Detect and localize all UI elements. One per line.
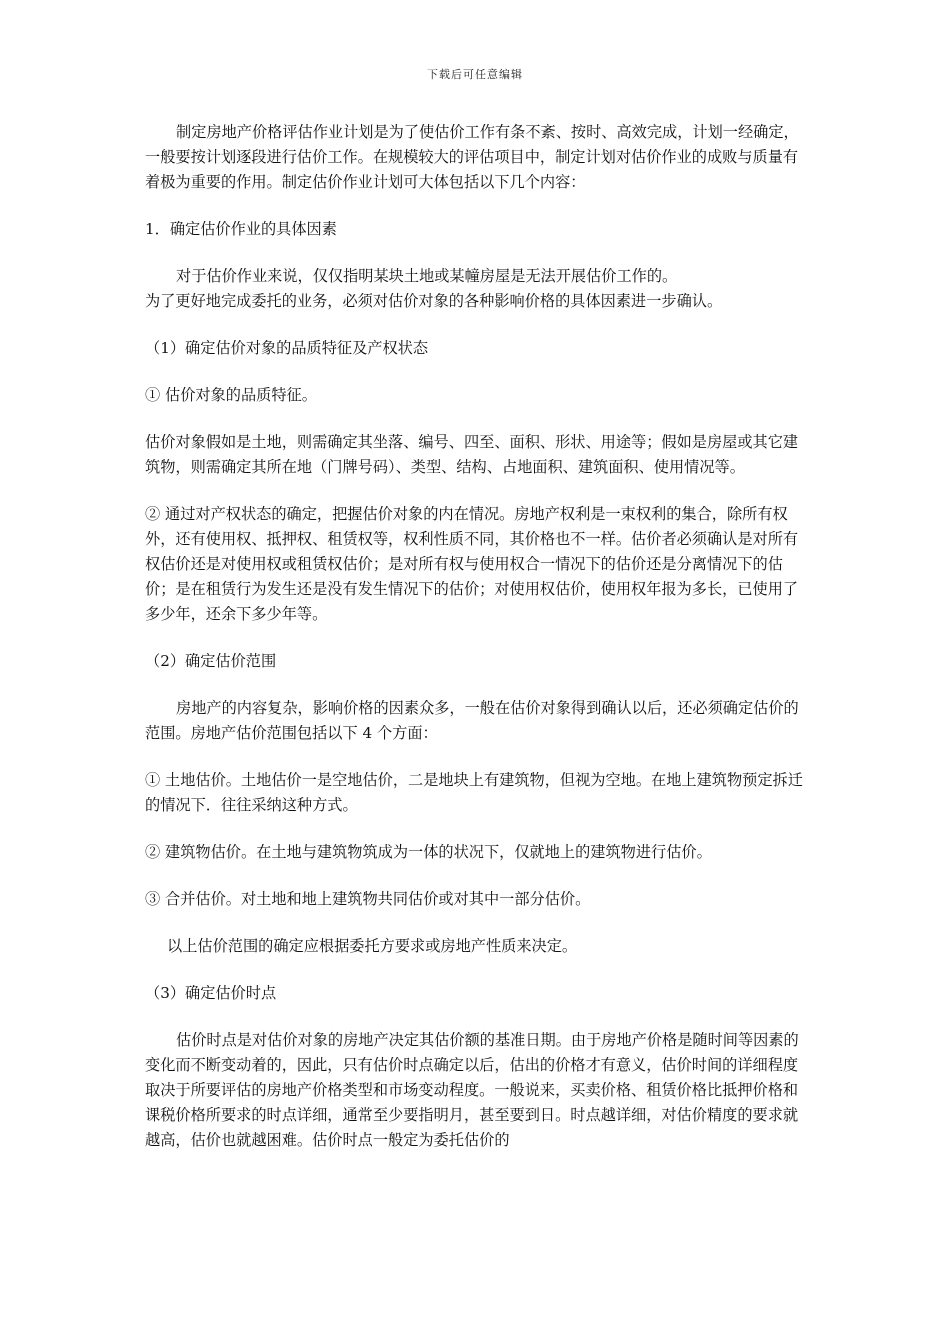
subsection-2-item-2: ② 建筑物估价。在土地与建筑物筑成为一体的状况下，仅就地上的建筑物进行估价。 bbox=[145, 843, 712, 861]
intro-paragraph: 制定房地产价格评估作业计划是为了使估价工作有条不紊、按时、高效完成，计划一经确定，一般要按计划逐段进行估价工作。在规模较大的评估项目中，制定计划对估价作业的成败与质量有着极为重要的作用。制定估价作业计划可大体包括以下几个内容： bbox=[145, 123, 799, 191]
subsection-1-item-2: ② 通过对产权状态的确定，把握估价对象的内在情况。房地产权利是一束权利的集合，除所有权外，还有使用权、抵押权、租赁权等，权利性质不同，其价格也不一样。估价者必须确认是对所有权估价还是对使用权或租赁权估价；是对所有权与使用权合一情况下的估价还是分离情况下的估价；是在租赁行为发生还是没有发生情况下的估价；对使用权估价，使用权年报为多长，已使用了多少年，还余下多少年等。 bbox=[145, 505, 799, 623]
section-1-line-1: 对于估价作业来说，仅仅指明某块土地或某幢房屋是无法开展估价工作的。 bbox=[176, 267, 678, 285]
subsection-1-title: （1）确定估价对象的品质特征及产权状态 bbox=[145, 339, 429, 357]
header-note: 下载后可任意编辑 bbox=[427, 68, 523, 81]
subsection-1-item-1-body: 估价对象假如是土地，则需确定其坐落、编号、四至、面积、形状、用途等；假如是房屋或其它建筑物，则需确定其所在地（门牌号码）、类型、结构、占地面积、建筑面积、使用情况等。 bbox=[145, 433, 799, 476]
subsection-2-title: （2）确定估价范围 bbox=[145, 652, 277, 670]
subsection-2-conclusion: 以上估价范围的确定应根据委托方要求或房地产性质来决定。 bbox=[167, 937, 578, 955]
subsection-2-intro: 房地产的内容复杂，影响价格的因素众多，一般在估价对象得到确认以后，还必须确定估价的范围。房地产估价范围包括以下 4 个方面： bbox=[145, 699, 799, 742]
subsection-3-body: 估价时点是对估价对象的房地产决定其估价额的基准日期。由于房地产价格是随时间等因素的变化而不断变动着的，因此，只有估价时点确定以后，估出的价格才有意义，估价时间的详细程度取决于所要评估的房地产价格类型和市场变动程度。一般说来，买卖价格、租赁价格比抵押价格和课税价格所要求的时点详细，通常至少要指明月，甚至要到日。时点越详细，对估价精度的要求就越高，估价也就越困难。估价时点一般定为委托估价的 bbox=[145, 1031, 799, 1149]
section-1-line-2: 为了更好地完成委托的业务，必须对估价对象的各种影响价格的具体因素进一步确认。 bbox=[145, 292, 723, 310]
subsection-3-title: （3）确定估价时点 bbox=[145, 984, 277, 1002]
section-1-title: 1．确定估价作业的具体因素 bbox=[145, 220, 337, 238]
subsection-2-item-1: ① 土地估价。土地估价一是空地估价，二是地块上有建筑物，但视为空地。在地上建筑物预定拆迁的情况下．往往采纳这种方式。 bbox=[145, 771, 803, 814]
subsection-2-item-3: ③ 合并估价。对土地和地上建筑物共同估价或对其中一部分估价。 bbox=[145, 890, 591, 908]
subsection-1-item-1: ① 估价对象的品质特征。 bbox=[145, 386, 317, 404]
section-1-paragraph bbox=[145, 264, 807, 314]
document-body bbox=[145, 120, 807, 1175]
